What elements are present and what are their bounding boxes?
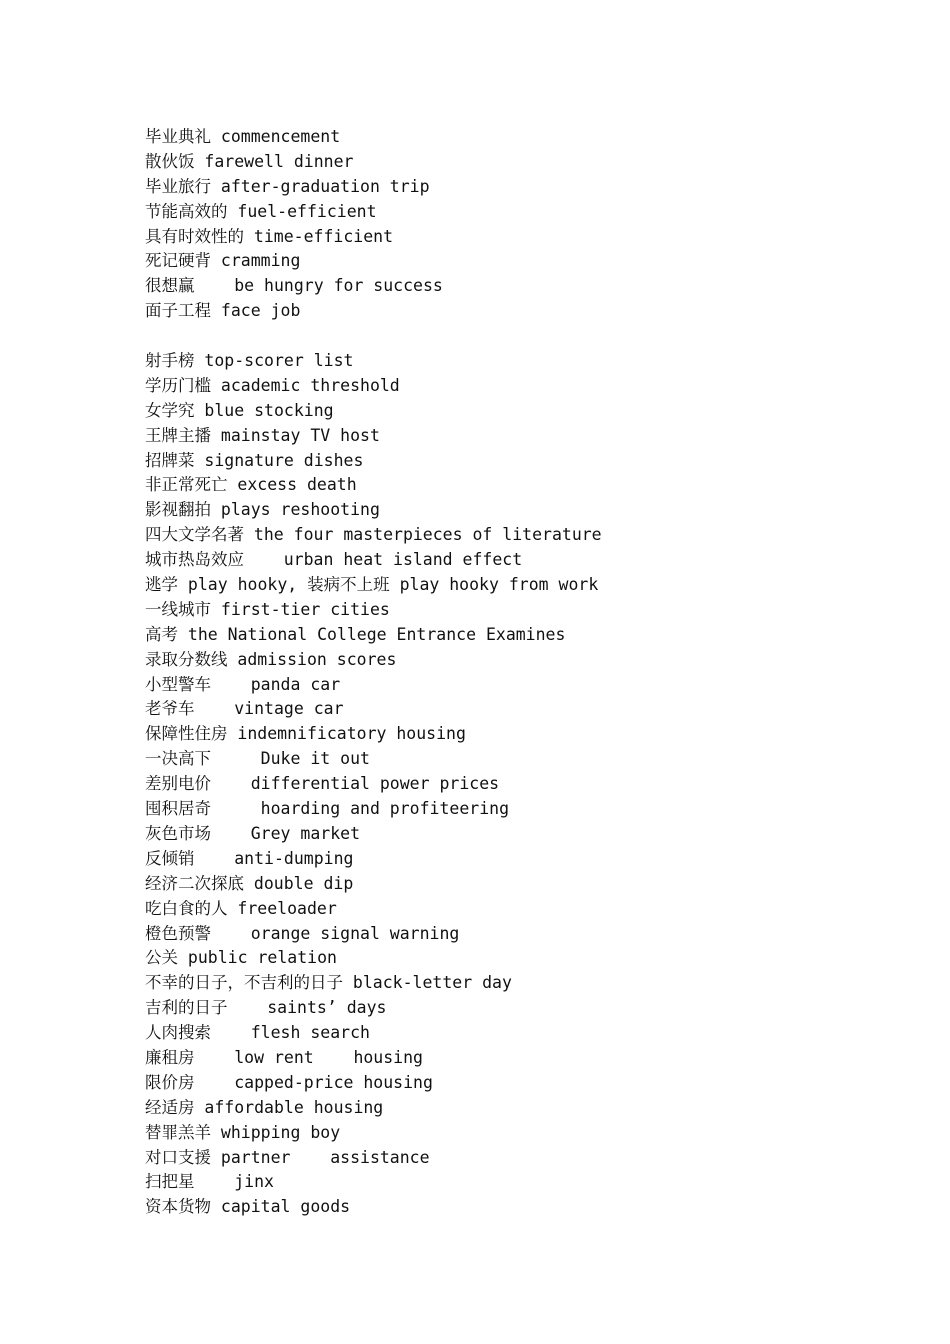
glossary-line: 招牌菜 signature dishes — [145, 450, 364, 470]
glossary-line: 射手榜 top-scorer list — [145, 351, 354, 371]
glossary-line: 学历门槛 academic threshold — [145, 375, 400, 395]
glossary-block-2 — [145, 349, 845, 1220]
glossary-line: 影视翻拍 plays reshooting — [145, 500, 380, 520]
glossary-line: 灰色市场 Grey market — [145, 823, 361, 843]
glossary-line: 很想赢 be hungry for success — [145, 276, 443, 296]
glossary-line: 毕业典礼 commencement — [145, 127, 341, 146]
glossary-line: 录取分数线 admission scores — [145, 649, 397, 669]
glossary-line: 逃学 play hooky, 装病不上班 play hooky from work — [145, 575, 599, 595]
glossary-line: 具有时效性的 time-efficient — [145, 226, 394, 246]
glossary-line: 散伙饭 farewell dinner — [145, 151, 354, 171]
glossary-block-1 — [145, 125, 845, 324]
glossary-line: 老爷车 vintage car — [145, 699, 344, 719]
glossary-line: 廉租房 low rent housing — [145, 1047, 423, 1067]
glossary-line: 资本货物 capital goods — [145, 1197, 351, 1217]
glossary-line: 高考 the National College Entrance Examines — [145, 624, 566, 644]
glossary-line: 一线城市 first-tier cities — [145, 599, 390, 619]
glossary-line: 节能高效的 fuel-efficient — [145, 201, 377, 221]
glossary-line: 经济二次探底 double dip — [145, 873, 354, 893]
glossary-line: 差别电价 differential power prices — [145, 774, 500, 794]
glossary-line: 毕业旅行 after-graduation trip — [145, 176, 430, 196]
glossary-line: 对口支援 partner assistance — [145, 1147, 430, 1167]
glossary-line: 经适房 affordable housing — [145, 1097, 384, 1117]
document-page — [145, 125, 845, 1220]
glossary-line: 女学究 blue stocking — [145, 400, 334, 420]
glossary-line: 非正常死亡 excess death — [145, 475, 357, 495]
glossary-line: 小型警车 panda car — [145, 674, 341, 694]
glossary-line: 王牌主播 mainstay TV host — [145, 425, 380, 445]
glossary-line: 吃白食的人 freeloader — [145, 898, 337, 918]
glossary-line: 囤积居奇 hoarding and profiteering — [145, 799, 510, 819]
glossary-line: 限价房 capped-price housing — [145, 1072, 433, 1092]
blank-line — [145, 324, 845, 349]
glossary-line: 四大文学名著 the four masterpieces of literature — [145, 525, 602, 545]
glossary-line: 扫把星 jinx — [145, 1172, 274, 1192]
glossary-line: 橙色预警 orange signal warning — [145, 923, 460, 943]
glossary-line: 人肉搜索 flesh search — [145, 1023, 370, 1043]
glossary-line: 一决高下 Duke it out — [145, 749, 370, 769]
glossary-line: 吉利的日子 saints’ days — [145, 998, 387, 1018]
glossary-line: 城市热岛效应 urban heat island effect — [145, 550, 523, 570]
glossary-line: 不幸的日子，不吉利的日子 black-letter day — [145, 973, 512, 993]
glossary-line: 公关 public relation — [145, 948, 337, 968]
glossary-line: 反倾销 anti-dumping — [145, 848, 354, 868]
glossary-line: 面子工程 face job — [145, 301, 301, 321]
glossary-line: 死记硬背 cramming — [145, 251, 301, 271]
glossary-line: 替罪羔羊 whipping boy — [145, 1122, 341, 1142]
glossary-line: 保障性住房 indemnificatory housing — [145, 724, 466, 744]
